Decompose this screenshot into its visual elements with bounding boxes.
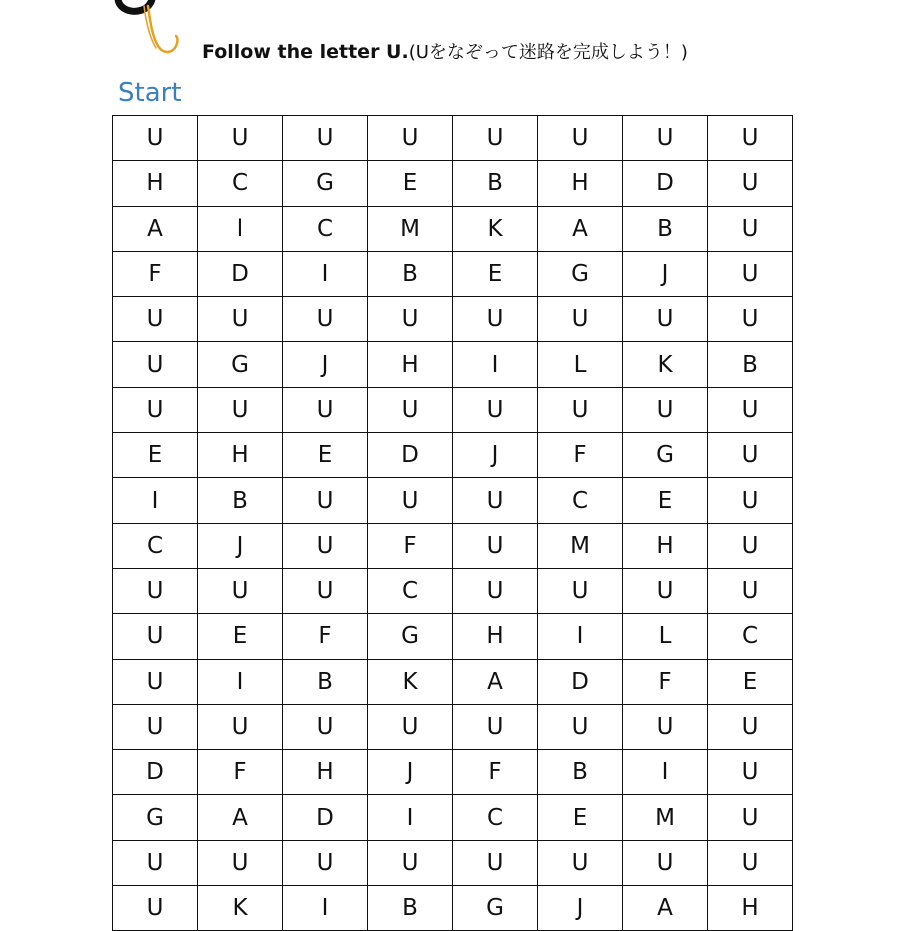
maze-cell[interactable]: H bbox=[453, 614, 538, 659]
maze-cell[interactable]: K bbox=[623, 342, 708, 387]
maze-cell[interactable]: I bbox=[283, 251, 368, 296]
maze-cell[interactable]: U bbox=[283, 840, 368, 885]
maze-cell[interactable]: U bbox=[198, 387, 283, 432]
maze-cell[interactable]: D bbox=[113, 750, 198, 795]
maze-cell[interactable]: l bbox=[198, 206, 283, 251]
maze-cell[interactable]: K bbox=[453, 206, 538, 251]
maze-cell[interactable]: J bbox=[368, 750, 453, 795]
maze-cell[interactable]: C bbox=[283, 206, 368, 251]
maze-cell[interactable]: E bbox=[283, 433, 368, 478]
maze-cell[interactable]: J bbox=[623, 251, 708, 296]
maze-cell[interactable]: U bbox=[538, 297, 623, 342]
maze-cell[interactable]: U bbox=[113, 840, 198, 885]
maze-row bbox=[113, 342, 793, 387]
maze-cell[interactable]: K bbox=[368, 659, 453, 704]
maze-cell[interactable]: U bbox=[623, 116, 708, 161]
maze-cell[interactable]: U bbox=[538, 568, 623, 613]
maze-cell[interactable]: A bbox=[538, 206, 623, 251]
maze-cell[interactable]: J bbox=[453, 433, 538, 478]
letter-maze-grid bbox=[112, 115, 793, 931]
maze-cell[interactable]: M bbox=[368, 206, 453, 251]
maze-cell[interactable]: U bbox=[453, 568, 538, 613]
maze-cell[interactable]: C bbox=[453, 795, 538, 840]
maze-cell[interactable]: U bbox=[708, 750, 793, 795]
maze-cell[interactable]: L bbox=[623, 614, 708, 659]
maze-cell[interactable]: B bbox=[623, 206, 708, 251]
maze-cell[interactable]: U bbox=[283, 523, 368, 568]
maze-cell[interactable]: U bbox=[708, 795, 793, 840]
maze-cell[interactable]: A bbox=[113, 206, 198, 251]
maze-cell[interactable]: D bbox=[198, 251, 283, 296]
maze-cell[interactable]: B bbox=[708, 342, 793, 387]
maze-cell[interactable]: U bbox=[113, 886, 198, 931]
maze-cell[interactable]: J bbox=[283, 342, 368, 387]
maze-cell[interactable]: U bbox=[708, 840, 793, 885]
maze-cell[interactable]: U bbox=[283, 116, 368, 161]
maze-cell[interactable]: U bbox=[623, 387, 708, 432]
maze-cell[interactable]: M bbox=[538, 523, 623, 568]
maze-cell[interactable]: U bbox=[453, 840, 538, 885]
maze-cell[interactable]: I bbox=[453, 342, 538, 387]
maze-cell[interactable]: F bbox=[198, 750, 283, 795]
maze-cell[interactable]: U bbox=[113, 704, 198, 749]
maze-cell[interactable]: U bbox=[708, 116, 793, 161]
letter-u-decoration-icon bbox=[108, 0, 188, 64]
maze-cell[interactable]: H bbox=[623, 523, 708, 568]
maze-row bbox=[113, 523, 793, 568]
maze-cell[interactable]: A bbox=[453, 659, 538, 704]
maze-cell[interactable]: U bbox=[453, 387, 538, 432]
maze-cell[interactable]: H bbox=[198, 433, 283, 478]
maze-cell[interactable]: J bbox=[538, 886, 623, 931]
maze-cell[interactable]: U bbox=[538, 840, 623, 885]
maze-cell[interactable]: I bbox=[283, 886, 368, 931]
maze-cell[interactable]: U bbox=[113, 297, 198, 342]
maze-cell[interactable]: B bbox=[283, 659, 368, 704]
maze-cell[interactable]: C bbox=[198, 161, 283, 206]
maze-cell[interactable]: U bbox=[368, 116, 453, 161]
maze-row bbox=[113, 840, 793, 885]
maze-cell[interactable]: G bbox=[198, 342, 283, 387]
maze-cell[interactable]: E bbox=[368, 161, 453, 206]
maze-row bbox=[113, 659, 793, 704]
maze-cell[interactable]: U bbox=[708, 704, 793, 749]
maze-cell[interactable]: G bbox=[283, 161, 368, 206]
maze-cell[interactable]: F bbox=[283, 614, 368, 659]
maze-cell[interactable]: A bbox=[198, 795, 283, 840]
maze-cell[interactable]: E bbox=[113, 433, 198, 478]
maze-cell[interactable]: U bbox=[708, 206, 793, 251]
maze-cell[interactable]: U bbox=[198, 840, 283, 885]
maze-cell[interactable]: F bbox=[623, 659, 708, 704]
maze-cell[interactable]: U bbox=[708, 387, 793, 432]
maze-cell[interactable]: U bbox=[538, 704, 623, 749]
maze-cell[interactable]: D bbox=[623, 161, 708, 206]
maze-cell[interactable]: U bbox=[453, 523, 538, 568]
maze-row bbox=[113, 886, 793, 931]
maze-cell[interactable]: U bbox=[538, 387, 623, 432]
maze-cell[interactable]: U bbox=[453, 116, 538, 161]
maze-cell[interactable]: C bbox=[368, 568, 453, 613]
maze-cell[interactable]: G bbox=[113, 795, 198, 840]
maze-cell[interactable]: U bbox=[113, 387, 198, 432]
maze-row bbox=[113, 297, 793, 342]
maze-cell[interactable]: U bbox=[538, 116, 623, 161]
maze-cell[interactable]: K bbox=[198, 886, 283, 931]
maze-cell[interactable]: U bbox=[283, 297, 368, 342]
maze-cell[interactable]: G bbox=[368, 614, 453, 659]
maze-cell[interactable]: I bbox=[113, 478, 198, 523]
maze-cell[interactable]: B bbox=[198, 478, 283, 523]
maze-cell[interactable]: U bbox=[708, 523, 793, 568]
maze-row bbox=[113, 568, 793, 613]
maze-cell[interactable]: U bbox=[708, 297, 793, 342]
instruction-en: Follow the letter U. bbox=[202, 41, 409, 63]
maze-cell[interactable]: M bbox=[623, 795, 708, 840]
maze-cell[interactable]: U bbox=[368, 478, 453, 523]
maze-cell[interactable]: D bbox=[538, 659, 623, 704]
maze-cell[interactable]: D bbox=[368, 433, 453, 478]
maze-cell[interactable]: U bbox=[113, 568, 198, 613]
maze-cell[interactable]: E bbox=[538, 795, 623, 840]
maze-row bbox=[113, 387, 793, 432]
maze-row bbox=[113, 704, 793, 749]
maze-cell[interactable]: U bbox=[283, 568, 368, 613]
maze-cell[interactable]: U bbox=[708, 478, 793, 523]
maze-cell[interactable]: U bbox=[453, 704, 538, 749]
maze-cell[interactable]: I bbox=[198, 659, 283, 704]
maze-cell[interactable]: B bbox=[368, 886, 453, 931]
maze-row bbox=[113, 750, 793, 795]
maze-cell[interactable]: C bbox=[538, 478, 623, 523]
maze-cell[interactable]: G bbox=[623, 433, 708, 478]
maze-cell[interactable]: E bbox=[708, 659, 793, 704]
maze-row bbox=[113, 478, 793, 523]
maze-cell[interactable]: B bbox=[368, 251, 453, 296]
maze-cell[interactable]: F bbox=[538, 433, 623, 478]
maze-cell[interactable]: U bbox=[623, 568, 708, 613]
maze-cell[interactable]: U bbox=[623, 704, 708, 749]
maze-cell[interactable]: C bbox=[113, 523, 198, 568]
maze-cell[interactable]: F bbox=[113, 251, 198, 296]
maze-cell[interactable]: U bbox=[283, 704, 368, 749]
maze-cell[interactable]: U bbox=[623, 297, 708, 342]
maze-cell[interactable]: I bbox=[368, 795, 453, 840]
maze-row bbox=[113, 251, 793, 296]
maze-row bbox=[113, 161, 793, 206]
maze-cell[interactable]: U bbox=[113, 659, 198, 704]
maze-cell[interactable]: F bbox=[368, 523, 453, 568]
maze-cell[interactable]: J bbox=[198, 523, 283, 568]
maze-cell[interactable]: A bbox=[623, 886, 708, 931]
maze-row bbox=[113, 614, 793, 659]
maze-cell[interactable]: U bbox=[708, 433, 793, 478]
maze-cell[interactable]: H bbox=[283, 750, 368, 795]
maze-cell[interactable]: E bbox=[453, 251, 538, 296]
maze-cell[interactable]: B bbox=[538, 750, 623, 795]
maze-cell[interactable]: F bbox=[453, 750, 538, 795]
maze-cell[interactable]: U bbox=[198, 704, 283, 749]
maze-cell[interactable]: U bbox=[368, 704, 453, 749]
maze-row bbox=[113, 116, 793, 161]
maze-cell[interactable]: U bbox=[368, 297, 453, 342]
maze-cell[interactable]: B bbox=[453, 161, 538, 206]
maze-cell[interactable]: U bbox=[283, 387, 368, 432]
maze-cell[interactable]: H bbox=[708, 886, 793, 931]
maze-cell[interactable]: U bbox=[453, 297, 538, 342]
maze-row bbox=[113, 433, 793, 478]
maze-cell[interactable]: U bbox=[198, 116, 283, 161]
maze-cell[interactable]: U bbox=[368, 840, 453, 885]
maze-cell[interactable]: U bbox=[708, 161, 793, 206]
start-label: Start bbox=[118, 78, 182, 108]
maze-row bbox=[113, 206, 793, 251]
maze-cell[interactable]: E bbox=[198, 614, 283, 659]
maze-cell[interactable]: U bbox=[198, 568, 283, 613]
maze-cell[interactable]: H bbox=[113, 161, 198, 206]
maze-cell[interactable]: U bbox=[453, 478, 538, 523]
maze-cell[interactable]: U bbox=[623, 840, 708, 885]
maze-cell[interactable]: U bbox=[198, 297, 283, 342]
maze-cell[interactable]: U bbox=[368, 387, 453, 432]
maze-row bbox=[113, 795, 793, 840]
maze-cell[interactable]: U bbox=[113, 342, 198, 387]
maze-cell[interactable]: U bbox=[708, 251, 793, 296]
maze-cell[interactable]: U bbox=[283, 478, 368, 523]
maze-cell[interactable]: U bbox=[113, 116, 198, 161]
maze-cell[interactable]: D bbox=[283, 795, 368, 840]
maze-cell[interactable]: I bbox=[623, 750, 708, 795]
maze-cell[interactable]: L bbox=[538, 342, 623, 387]
maze-cell[interactable]: G bbox=[453, 886, 538, 931]
maze-cell[interactable]: H bbox=[368, 342, 453, 387]
maze-cell[interactable]: I bbox=[538, 614, 623, 659]
maze-cell[interactable]: C bbox=[708, 614, 793, 659]
maze-cell[interactable]: E bbox=[623, 478, 708, 523]
maze-cell[interactable]: G bbox=[538, 251, 623, 296]
maze-cell[interactable]: U bbox=[708, 568, 793, 613]
maze-cell[interactable]: H bbox=[538, 161, 623, 206]
instruction-text bbox=[202, 38, 688, 64]
instruction-jp: (Uをなぞって迷路を完成しよう！) bbox=[408, 42, 688, 63]
maze-cell[interactable]: U bbox=[113, 614, 198, 659]
